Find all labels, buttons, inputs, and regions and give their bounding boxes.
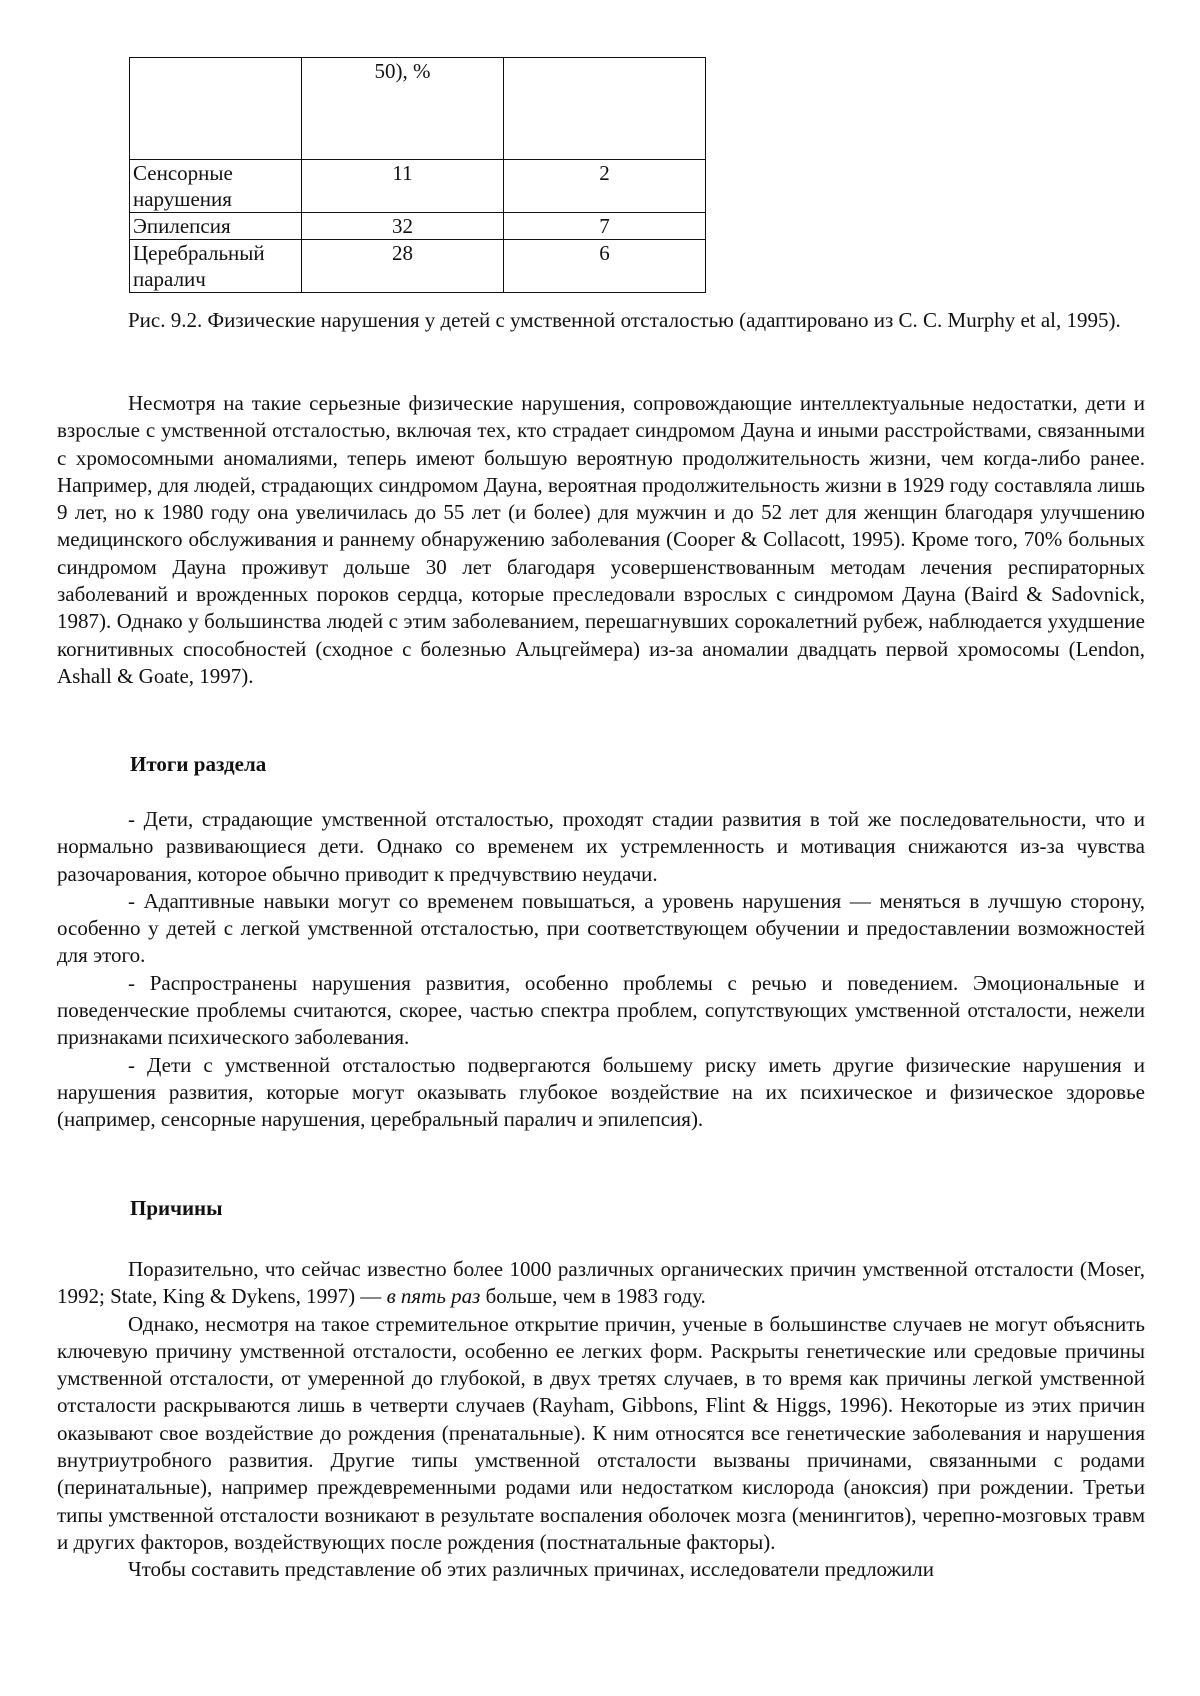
- causes-section: [57, 1256, 1145, 1584]
- table-cell: Эпилепсия: [130, 213, 302, 240]
- summary-item: - Дети с умственной отсталостью подвергаются большему риску иметь другие физические нарушения и нарушения развития, которые могут оказывать глубокое воздействие на их психическое и физическое здоровье (например, сенсорные нарушения, церебральный паралич и эпилепсия).: [57, 1052, 1145, 1132]
- physical-disorders-table: [129, 57, 706, 293]
- figure-caption-block: [57, 307, 1145, 334]
- summary-item: - Распространены нарушения развития, особенно проблемы с речью и поведением. Эмоциональные и поведенческие проблемы считаются, скорее, частью спектра проблем, сопутствующих умственной отсталости, нежели признаками психического заболевания.: [57, 970, 1145, 1050]
- body-paragraph: Несмотря на такие серьезные физические нарушения, сопровождающие интеллектуальные недостатки, дети и взрослые с умственной отсталостью, включая тех, кто страдает синдромом Дауна и иными расстройствами, связанными с хромосомными аномалиями, теперь имеют большую вероятную продолжительность жизни, чем когда-либо ранее. Например, для людей, страдающих синдромом Дауна, вероятная продолжительность жизни в 1929 году составляла лишь 9 лет, но к 1980 году она увеличилась до 55 лет (и более) для мужчин и до 52 лет для женщин благодаря улучшению медицинского обслуживания и раннему обнаружению заболевания (Cooper & Collacott, 1995). Кроме того, 70% больных синдромом Дауна проживут дольше 30 лет благодаря усовершенствованным методам лечения респираторных заболеваний и врожденных пороков сердца, которые преследовали взрослых с синдромом Дауна (Baird & Sadovnick, 1987). Однако у большинства людей с этим заболеванием, перешагнувших сорокалетний рубеж, наблюдается ухудшение когнитивных способностей (сходное с болезнью Альцгеймера) из-за аномалии двадцать первой хромосомы (Lendon, Ashall & Goate, 1997).: [57, 391, 1145, 688]
- table-cell: 50), %: [302, 58, 504, 160]
- table-cell: 11: [302, 160, 504, 213]
- table-row: [130, 160, 706, 213]
- figure-caption: Рис. 9.2. Физические нарушения у детей с умственной отсталостью (адаптировано из С. С. Murphy et al, 1995).: [128, 308, 1121, 332]
- table-cell: 32: [302, 213, 504, 240]
- table-cell: 6: [504, 240, 706, 293]
- table-cell: Сенсорные нарушения: [130, 160, 302, 213]
- table-row: [130, 58, 706, 160]
- table-cell: Церебральный паралич: [130, 240, 302, 293]
- table-cell: 2: [504, 160, 706, 213]
- table-cell: [504, 58, 706, 160]
- table-cell: 7: [504, 213, 706, 240]
- causes-emphasis: в пять раз: [386, 1284, 481, 1309]
- causes-paragraph: Чтобы составить представление об этих различных причинах, исследователи предложили: [128, 1557, 934, 1582]
- table-row: [130, 213, 706, 240]
- section-heading-causes: Причины: [130, 1196, 223, 1220]
- table-cell: 28: [302, 240, 504, 293]
- causes-paragraph: [57, 1256, 1145, 1311]
- causes-text: больше, чем в 1983 году.: [480, 1284, 706, 1309]
- causes-text: Поразительно, что сейчас известно более 1000 различных органических причин умственной отсталости (Moser, 1992; State, King & Dykens, 1997) —: [57, 1257, 1145, 1309]
- body-paragraph-block: [57, 390, 1145, 690]
- table-cell: [130, 58, 302, 160]
- causes-paragraph: Однако, несмотря на такое стремительное открытие причин, ученые в большинстве случаев не могут объяснить ключевую причину умственной отсталости, особенно ее легких форм. Раскрыты генетические или средовые причины умственной отсталости, от умеренной до глубокой, в двух третях случаев, в то время как причины легкой умственной отсталости раскрываются лишь в четверти случаев (Rayham, Gibbons, Flint & Higgs, 1996). Некоторые из этих причин оказывают свое воздействие до рождения (пренатальные). К ним относятся все генетические заболевания и нарушения внутриутробного развития. Другие типы умственной отсталости вызваны причинами, связанными с родами (перинатальные), например преждевременными родами или недостатком кислорода (аноксия) при рождении. Третьи типы умственной отсталости возникают в результате воспаления оболочек мозга (менингитов), черепно-мозговых травм и других факторов, воздействующих после рождения (постнатальные факторы).: [57, 1311, 1145, 1554]
- section-heading-summary: Итоги раздела: [130, 752, 267, 776]
- summary-list: [57, 806, 1145, 1134]
- summary-item: - Адаптивные навыки могут со временем повышаться, а уровень нарушения — меняться в лучшую сторону, особенно у детей с легкой умственной отсталостью, при соответствующем обучении и предоставлении возможностей для этого.: [57, 888, 1145, 968]
- summary-item: - Дети, страдающие умственной отсталостью, проходят стадии развития в той же последовательности, что и нормально развивающиеся дети. Однако со временем их устремленность и мотивация снижаются из-за чувства разочарования, которое обычно приводит к предчувствию неудачи.: [57, 807, 1145, 886]
- table-row: [130, 240, 706, 293]
